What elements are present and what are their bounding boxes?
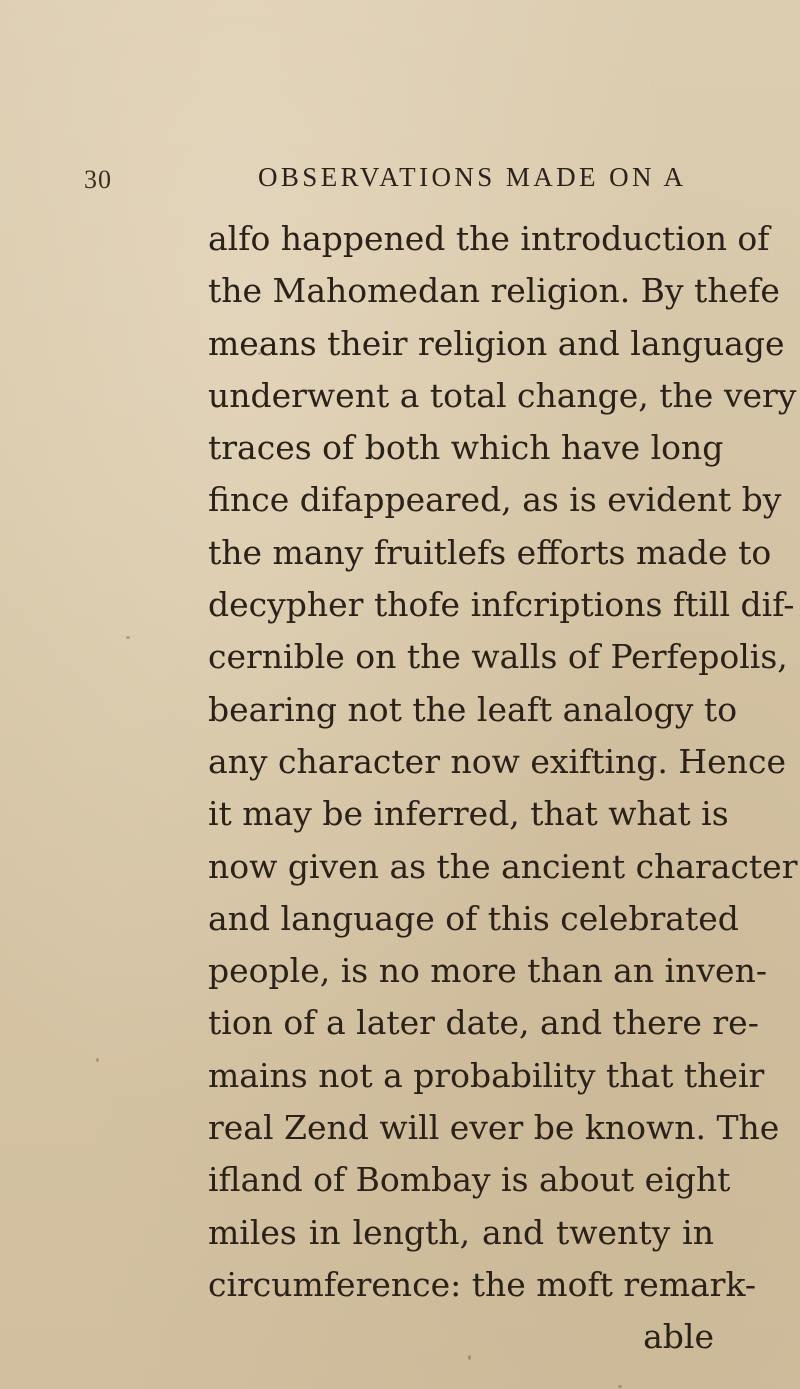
text-line: fince difappeared, as is evident by [208, 480, 782, 520]
running-head: OBSERVATIONS MADE ON A [258, 162, 687, 192]
text-line: ifland of Bombay is about eight [208, 1160, 731, 1200]
text-line: the Mahomedan religion. By thefe [208, 271, 780, 311]
page-number: 30 [84, 165, 112, 194]
text-line: alfo happened the introduction of [208, 219, 770, 258]
text-line: the many fruitlefs efforts made to [208, 532, 772, 572]
text-line-catchword: able [643, 1317, 714, 1357]
text-line: means their religion and language [208, 323, 785, 363]
text-line: decypher thofe infcriptions ftill dif- [208, 585, 795, 625]
text-line: real Zend will ever be known. The [208, 1108, 780, 1148]
paper-spot [126, 636, 130, 639]
paper-spot [96, 1058, 99, 1062]
text-line: bearing not the leaft analogy to [208, 689, 738, 729]
text-line: any character now exifting. Hence [208, 741, 786, 781]
paper-spot [618, 1385, 622, 1388]
paper-spot [258, 352, 261, 355]
text-line: people, is no more than an inven- [208, 951, 767, 991]
text-line: tion of a later date, and there re- [208, 1003, 759, 1043]
text-line: circumference: the moft remark- [208, 1264, 757, 1304]
text-line: now given as the ancient character [208, 846, 798, 886]
text-line: mains not a probability that their [208, 1055, 765, 1095]
text-line: cernible on the walls of Perfepolis, [208, 637, 788, 677]
text-line: and language of this celebrated [208, 898, 739, 938]
text-line: it may be inferred, that what is [208, 794, 729, 834]
paper-spot [468, 1355, 471, 1360]
text-line: traces of both which have long [208, 428, 724, 468]
text-line: miles in length, and twenty in [208, 1212, 714, 1252]
body-text [208, 213, 798, 1364]
text-line: underwent a total change, the very [208, 375, 797, 415]
